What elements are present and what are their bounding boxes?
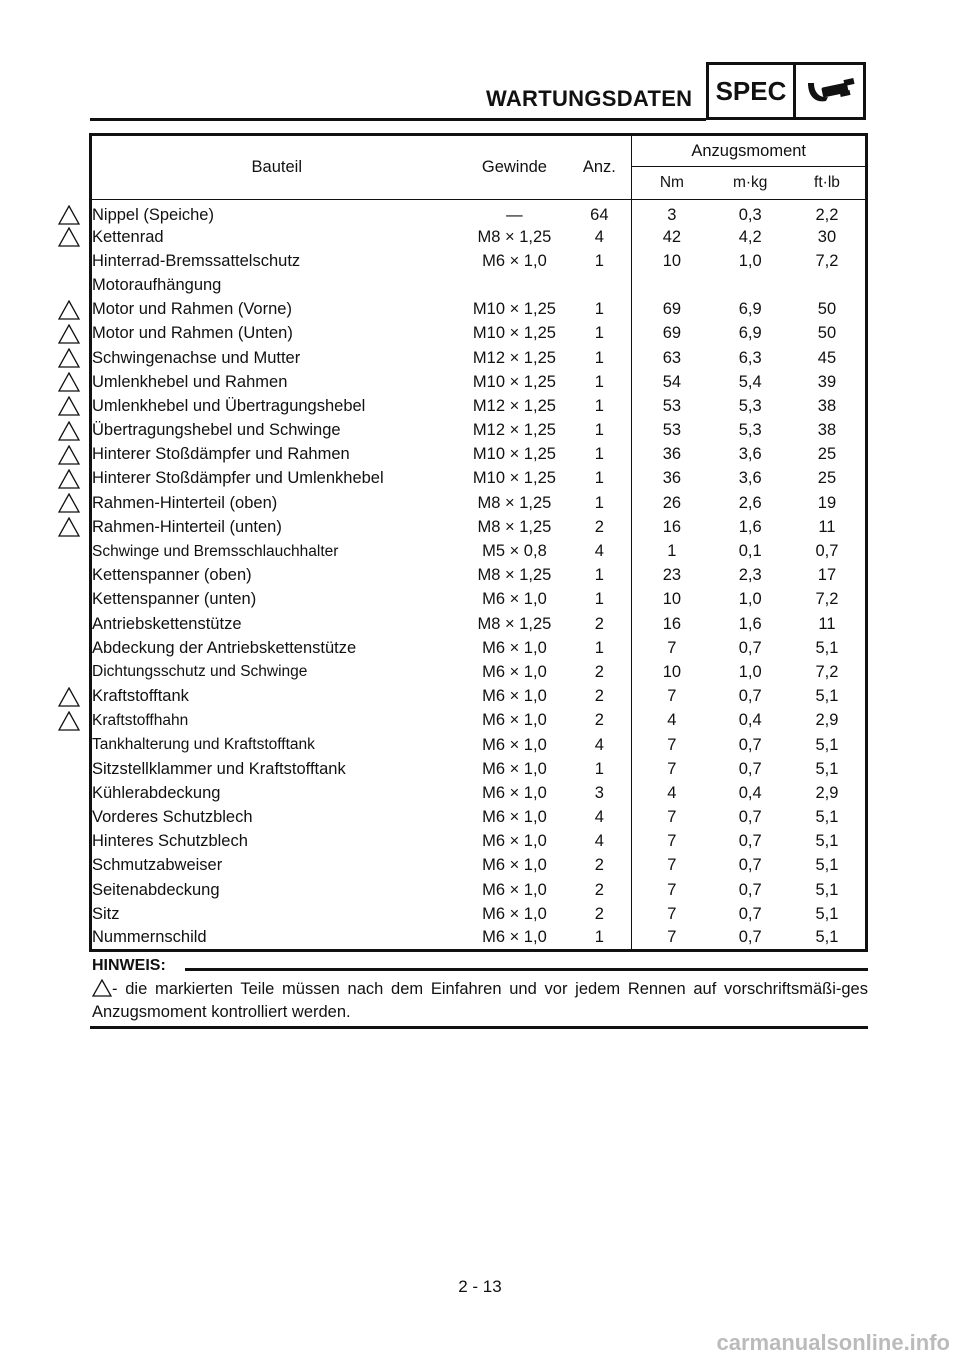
cell-thread: M6 × 1,0 xyxy=(482,904,547,923)
cell-part: Abdeckung der Antriebskettenstütze xyxy=(92,638,357,657)
cell-thread: M6 × 1,0 xyxy=(482,662,547,681)
cell-ftlb: 5,1 xyxy=(815,808,839,827)
cell-ftlb xyxy=(789,273,867,297)
table-row xyxy=(91,298,867,322)
header-mkg: m·kg xyxy=(711,167,789,200)
cell-mkg: 6,9 xyxy=(738,300,762,319)
cell-part: Hinterrad-Bremssattelschutz xyxy=(92,251,301,270)
cell-part: Sitzstellklammer und Kraftstofftank xyxy=(92,759,346,778)
cell-mkg: 3,6 xyxy=(738,469,762,488)
cell-part: Kühlerabdeckung xyxy=(92,783,221,802)
cell-part: Dichtungsschutz und Schwinge xyxy=(92,663,308,681)
cell-ftlb: 25 xyxy=(817,445,837,464)
triangle-mark-icon xyxy=(58,396,80,416)
note-body: - die markierten Teile müssen nach dem Einfahren und vor jedem Rennen auf vorschriftsmäßi-ges Anzugsmoment kontrolliert werden. xyxy=(92,980,868,1021)
cell-ftlb: 19 xyxy=(817,493,837,512)
cell-ftlb: 30 xyxy=(817,227,837,246)
cell-nm: 7 xyxy=(632,854,711,878)
cell-mkg: 5,3 xyxy=(738,396,762,415)
table-row xyxy=(91,588,867,612)
cell-part: Seitenabdeckung xyxy=(92,880,220,899)
cell-part: Rahmen-Hinterteil (unten) xyxy=(92,517,282,536)
cell-nm: 69 xyxy=(632,322,711,346)
table-row xyxy=(91,830,867,854)
note-label: HINWEIS: xyxy=(92,957,166,974)
cell-thread: M6 × 1,0 xyxy=(482,590,547,609)
cell-thread: M10 × 1,25 xyxy=(472,324,556,343)
header-nm: Nm xyxy=(632,167,711,200)
cell-nm: 4 xyxy=(632,781,711,805)
cell-thread xyxy=(462,273,568,297)
cell-nm: 53 xyxy=(632,394,711,418)
cell-ftlb: 2,9 xyxy=(815,783,839,802)
cell-qty: 4 xyxy=(594,735,604,754)
table-row xyxy=(91,709,867,733)
cell-nm: 36 xyxy=(632,443,711,467)
cell-ftlb: 5,1 xyxy=(815,928,839,947)
header-ftlb: ft·lb xyxy=(789,167,867,200)
note-text xyxy=(92,978,868,1024)
cell-thread: M6 × 1,0 xyxy=(482,735,547,754)
table-row xyxy=(91,660,867,684)
cell-ftlb: 7,2 xyxy=(815,251,839,270)
cell-nm: 23 xyxy=(632,564,711,588)
cell-part: Umlenkhebel und Rahmen xyxy=(92,372,288,391)
cell-nm: 26 xyxy=(632,491,711,515)
cell-mkg: 0,7 xyxy=(738,687,762,706)
cell-part: Nippel (Speiche) xyxy=(92,206,214,224)
cell-nm: 7 xyxy=(632,757,711,781)
cell-thread: M6 × 1,0 xyxy=(482,808,547,827)
cell-qty: 2 xyxy=(594,904,604,923)
triangle-mark-icon xyxy=(58,372,80,392)
cell-ftlb: 5,1 xyxy=(815,687,839,706)
table-row xyxy=(91,225,867,249)
cell-thread: M6 × 1,0 xyxy=(482,251,547,270)
cell-thread: M8 × 1,25 xyxy=(477,493,552,512)
cell-qty: 4 xyxy=(594,832,604,851)
cell-nm: 7 xyxy=(632,902,711,926)
header-thread: Gewinde xyxy=(462,135,568,200)
cell-thread: M6 × 1,0 xyxy=(482,783,547,802)
cell-thread: M12 × 1,25 xyxy=(472,421,556,440)
header-rule xyxy=(90,118,706,121)
triangle-mark-icon xyxy=(58,324,80,344)
cell-nm: 54 xyxy=(632,370,711,394)
cell-qty: 1 xyxy=(594,590,604,609)
cell-nm: 69 xyxy=(632,298,711,322)
table-row xyxy=(91,539,867,563)
cell-thread: M8 × 1,25 xyxy=(477,614,552,633)
cell-qty: 2 xyxy=(594,856,604,875)
note-rule xyxy=(185,968,868,971)
cell-part: Nummernschild xyxy=(92,928,207,947)
cell-ftlb: 50 xyxy=(817,300,837,319)
cell-part: Motor und Rahmen (Unten) xyxy=(92,324,293,343)
table-body xyxy=(91,200,867,951)
cell-part: Kettenrad xyxy=(92,227,164,246)
table-row xyxy=(91,564,867,588)
cell-mkg: 1,0 xyxy=(738,590,762,609)
cell-nm: 7 xyxy=(632,878,711,902)
triangle-mark-icon xyxy=(58,469,80,489)
triangle-mark-icon xyxy=(58,493,80,513)
table-row xyxy=(91,636,867,660)
cell-part: Tankhalterung und Kraftstofftank xyxy=(92,736,315,754)
cell-mkg: 1,6 xyxy=(738,614,762,633)
cell-ftlb: 5,1 xyxy=(815,880,839,899)
cell-ftlb: 2,9 xyxy=(815,711,839,730)
cell-part: Hinteres Schutzblech xyxy=(92,832,248,851)
cell-nm: 7 xyxy=(632,830,711,854)
cell-ftlb: 5,1 xyxy=(815,735,839,754)
cell-nm: 10 xyxy=(632,588,711,612)
cell-mkg: 1,0 xyxy=(738,251,762,270)
cell-ftlb: 11 xyxy=(818,614,836,633)
cell-mkg: 6,9 xyxy=(738,324,762,343)
cell-mkg xyxy=(711,273,789,297)
torque-table xyxy=(89,133,868,952)
cell-mkg: 0,4 xyxy=(738,783,762,802)
table-row xyxy=(91,781,867,805)
table-row xyxy=(91,733,867,757)
cell-nm: 7 xyxy=(632,806,711,830)
table-row xyxy=(91,419,867,443)
cell-nm: 7 xyxy=(632,733,711,757)
triangle-mark-icon xyxy=(58,445,80,465)
cell-qty: 1 xyxy=(594,445,604,464)
cell-qty: 1 xyxy=(594,396,604,415)
cell-qty: 4 xyxy=(594,227,604,246)
cell-nm: 7 xyxy=(632,636,711,660)
header-qty: Anz. xyxy=(567,135,632,200)
cell-thread: M12 × 1,25 xyxy=(472,348,556,367)
cell-qty: 2 xyxy=(594,711,604,730)
cell-qty: 1 xyxy=(594,759,604,778)
cell-mkg: 0,7 xyxy=(738,808,762,827)
cell-ftlb: 7,2 xyxy=(815,590,839,609)
cell-mkg: 0,7 xyxy=(738,880,762,899)
cell-part: Übertragungshebel und Schwinge xyxy=(92,421,341,440)
cell-part: Sitz xyxy=(92,904,120,923)
cell-mkg: 1,6 xyxy=(738,517,762,536)
header-part: Bauteil xyxy=(91,135,462,200)
cell-thread: M8 × 1,25 xyxy=(477,517,552,536)
triangle-mark-icon xyxy=(58,205,80,225)
cell-mkg: 5,4 xyxy=(738,372,762,391)
cell-mkg: 0,1 xyxy=(738,542,762,561)
cell-part: Kettenspanner (oben) xyxy=(92,566,252,585)
cell-ftlb: 5,1 xyxy=(815,759,839,778)
cell-mkg: 2,6 xyxy=(738,493,762,512)
cell-thread: M6 × 1,0 xyxy=(482,711,547,730)
cell-thread: M10 × 1,25 xyxy=(472,300,556,319)
cell-mkg: 0,7 xyxy=(738,638,762,657)
cell-thread: M6 × 1,0 xyxy=(482,880,547,899)
cell-nm: 10 xyxy=(632,660,711,684)
cell-qty: 1 xyxy=(594,421,604,440)
cell-qty: 1 xyxy=(594,300,604,319)
cell-part: Hinterer Stoßdämpfer und Rahmen xyxy=(92,445,350,464)
cell-part: Hinterer Stoßdämpfer und Umlenkhebel xyxy=(92,469,384,488)
cell-part: Schwingenachse und Mutter xyxy=(92,348,301,367)
cell-part: Schwinge und Bremsschlauchhalter xyxy=(92,542,339,560)
cell-nm: 1 xyxy=(632,539,711,563)
spec-label: SPEC xyxy=(709,65,796,117)
cell-part: Rahmen-Hinterteil (oben) xyxy=(92,493,278,512)
table-row xyxy=(91,806,867,830)
spec-badge xyxy=(706,62,866,120)
cell-thread: — xyxy=(506,206,523,224)
cell-ftlb: 50 xyxy=(817,324,837,343)
cell-ftlb: 5,1 xyxy=(815,832,839,851)
cell-part: Kettenspanner (unten) xyxy=(92,590,257,609)
triangle-mark-icon xyxy=(58,227,80,247)
cell-nm: 16 xyxy=(632,612,711,636)
cell-part: Schmutzabweiser xyxy=(92,856,223,875)
cell-mkg: 0,7 xyxy=(738,856,762,875)
wrench-icon xyxy=(796,65,863,117)
cell-nm: 3 xyxy=(632,200,711,226)
cell-nm: 10 xyxy=(632,249,711,273)
table-row xyxy=(91,926,867,950)
triangle-mark-icon xyxy=(58,687,80,707)
header-torque: Anzugsmoment xyxy=(632,135,867,167)
cell-part: Vorderes Schutzblech xyxy=(92,808,253,827)
cell-mkg: 0,7 xyxy=(738,904,762,923)
cell-ftlb: 39 xyxy=(817,372,837,391)
cell-qty: 1 xyxy=(594,348,604,367)
table-row xyxy=(91,467,867,491)
cell-qty: 1 xyxy=(594,928,604,947)
cell-mkg: 0,7 xyxy=(738,928,762,947)
cell-part: Kraftstofftank xyxy=(92,687,189,706)
cell-nm: 63 xyxy=(632,346,711,370)
table-row xyxy=(91,322,867,346)
cell-ftlb: 38 xyxy=(817,396,837,415)
cell-qty: 2 xyxy=(594,614,604,633)
table-row xyxy=(91,394,867,418)
cell-thread: M6 × 1,0 xyxy=(482,759,547,778)
cell-mkg: 6,3 xyxy=(738,348,762,367)
cell-thread: M6 × 1,0 xyxy=(482,928,547,947)
cell-mkg: 0,4 xyxy=(738,711,762,730)
cell-qty xyxy=(567,273,632,297)
cell-part: Motoraufhängung xyxy=(92,275,222,294)
cell-qty: 1 xyxy=(594,493,604,512)
page-title: WARTUNGSDATEN xyxy=(486,86,693,111)
table-row xyxy=(91,249,867,273)
cell-thread: M8 × 1,25 xyxy=(477,227,552,246)
cell-thread: M10 × 1,25 xyxy=(472,469,556,488)
cell-mkg: 5,3 xyxy=(738,421,762,440)
cell-nm: 42 xyxy=(632,225,711,249)
cell-ftlb: 7,2 xyxy=(815,662,839,681)
cell-mkg: 1,0 xyxy=(738,662,762,681)
triangle-mark-icon xyxy=(92,979,112,997)
cell-nm: 7 xyxy=(632,685,711,709)
cell-nm: 16 xyxy=(632,515,711,539)
cell-mkg: 4,2 xyxy=(738,227,762,246)
cell-mkg: 2,3 xyxy=(738,566,762,585)
cell-part: Motor und Rahmen (Vorne) xyxy=(92,300,292,319)
cell-qty: 4 xyxy=(594,808,604,827)
triangle-mark-icon xyxy=(58,300,80,320)
cell-ftlb: 5,1 xyxy=(815,638,839,657)
cell-qty: 2 xyxy=(594,662,604,681)
note-bottom-rule xyxy=(90,1026,868,1029)
cell-nm xyxy=(632,273,711,297)
footer-watermark: carmanualsonline.info xyxy=(716,1330,950,1355)
triangle-mark-icon xyxy=(58,348,80,368)
cell-ftlb: 25 xyxy=(817,469,837,488)
cell-qty: 1 xyxy=(594,324,604,343)
table-row xyxy=(91,878,867,902)
cell-ftlb: 5,1 xyxy=(815,856,839,875)
triangle-mark-icon xyxy=(58,421,80,441)
table-row xyxy=(91,491,867,515)
cell-mkg: 0,7 xyxy=(738,735,762,754)
table-row xyxy=(91,902,867,926)
cell-mkg: 0,7 xyxy=(738,832,762,851)
cell-ftlb: 2,2 xyxy=(815,206,839,224)
cell-qty: 3 xyxy=(594,783,604,802)
cell-thread: M12 × 1,25 xyxy=(472,396,556,415)
cell-nm: 7 xyxy=(632,926,711,950)
table-row xyxy=(91,757,867,781)
cell-qty: 2 xyxy=(594,517,604,536)
cell-thread: M10 × 1,25 xyxy=(472,445,556,464)
cell-thread: M6 × 1,0 xyxy=(482,687,547,706)
page-number: 2 - 13 xyxy=(458,1277,502,1296)
cell-part: Umlenkhebel und Übertragungshebel xyxy=(92,396,366,415)
cell-qty: 1 xyxy=(594,638,604,657)
cell-nm: 53 xyxy=(632,419,711,443)
cell-thread: M8 × 1,25 xyxy=(477,566,552,585)
cell-mkg: 0,3 xyxy=(738,206,762,224)
cell-ftlb: 11 xyxy=(818,517,836,536)
table-row xyxy=(91,370,867,394)
cell-qty: 1 xyxy=(594,372,604,391)
table-row xyxy=(91,273,867,297)
triangle-mark-icon xyxy=(58,711,80,731)
cell-mkg: 3,6 xyxy=(738,445,762,464)
cell-thread: M5 × 0,8 xyxy=(482,542,547,561)
table-row xyxy=(91,346,867,370)
cell-nm: 36 xyxy=(632,467,711,491)
table-row xyxy=(91,515,867,539)
cell-qty: 2 xyxy=(594,880,604,899)
triangle-mark-icon xyxy=(58,517,80,537)
cell-part: Antriebskettenstütze xyxy=(92,614,242,633)
cell-ftlb: 38 xyxy=(817,421,837,440)
table-row xyxy=(91,685,867,709)
cell-mkg: 0,7 xyxy=(738,759,762,778)
table-row xyxy=(91,443,867,467)
cell-qty: 1 xyxy=(594,251,604,270)
cell-thread: M6 × 1,0 xyxy=(482,856,547,875)
cell-qty: 1 xyxy=(594,469,604,488)
cell-ftlb: 0,7 xyxy=(815,542,839,561)
cell-thread: M6 × 1,0 xyxy=(482,832,547,851)
cell-qty: 2 xyxy=(594,687,604,706)
cell-qty: 64 xyxy=(590,206,609,224)
cell-ftlb: 5,1 xyxy=(815,904,839,923)
cell-thread: M10 × 1,25 xyxy=(472,372,556,391)
cell-ftlb: 17 xyxy=(817,566,837,585)
cell-qty: 4 xyxy=(594,542,604,561)
cell-qty: 1 xyxy=(594,566,604,585)
table-row xyxy=(91,200,867,226)
cell-part: Kraftstoffhahn xyxy=(92,711,189,729)
cell-thread: M6 × 1,0 xyxy=(482,638,547,657)
table-row xyxy=(91,612,867,636)
cell-nm: 4 xyxy=(632,709,711,733)
table-row xyxy=(91,854,867,878)
cell-ftlb: 45 xyxy=(817,348,837,367)
